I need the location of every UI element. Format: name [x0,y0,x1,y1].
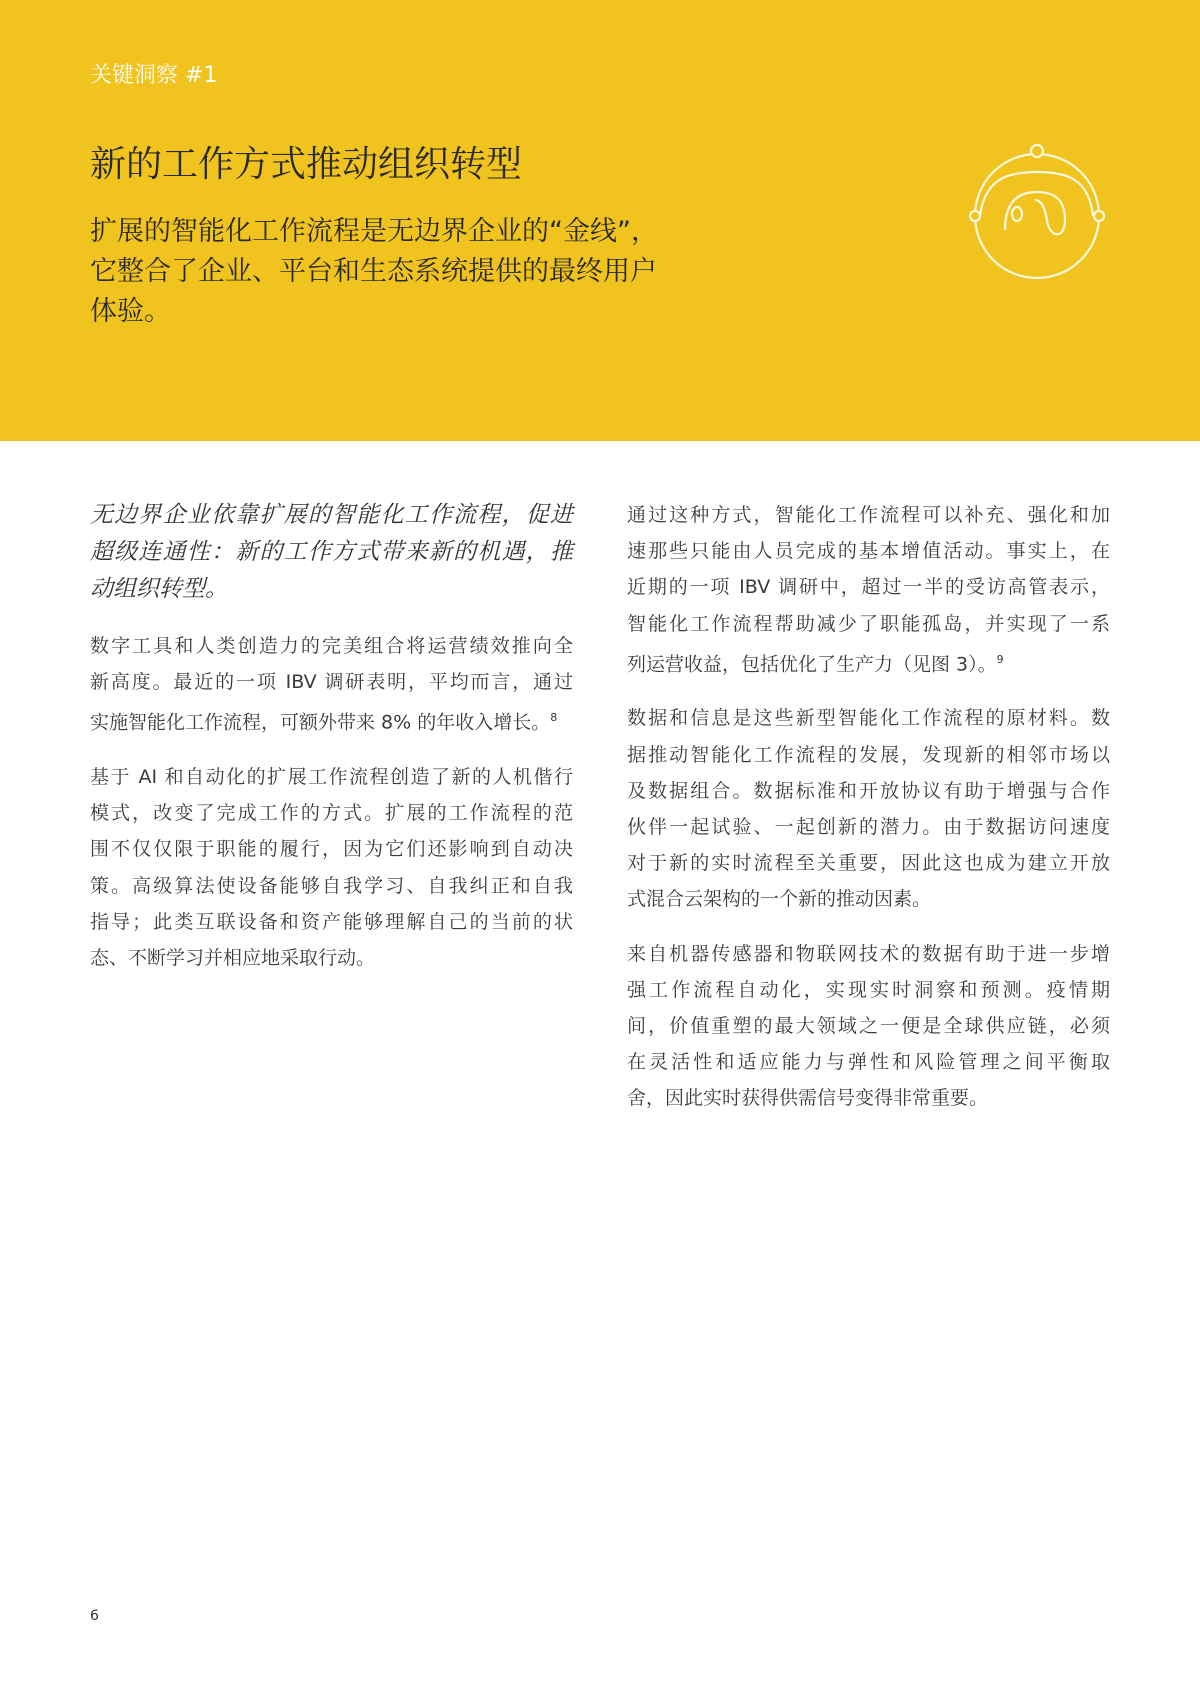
text-line: 模式，改变了完成工作的方式。扩展的工作流程的范 [90,802,573,825]
text-line: 围不仅仅限于职能的履行，因为它们还影响到自动决 [90,838,573,861]
page-subtitle [90,212,658,332]
subtitle-line: 它整合了企业、平台和生态系统提供的最终用户 [90,256,657,287]
text-line: 速那些只能由人员完成的基本增值活动。事实上，在 [627,540,1110,563]
text-line: 数据和信息是这些新型智能化工作流程的原材料。数 [627,707,1110,730]
paragraph [627,497,1110,682]
text-line: 策。高级算法使设备能够自我学习、自我纠正和自我 [90,874,573,897]
text-line: 据推动智能化工作流程的发展，发现新的相邻市场以 [627,743,1110,766]
text-line: 新高度。最近的一项 IBV 调研表明，平均而言，通过 [90,671,573,694]
page-title: 新的工作方式推动组织转型 [90,144,523,185]
text-line: 强工作流程自动化，实现实时洞察和预测。疫情期 [627,978,1110,1001]
text-line-body: 实施智能化工作流程，可额外带来 8% 的年收入增长。 [90,711,551,734]
text-line: 及数据组合。数据标准和开放协议有助于增强与合作 [627,779,1110,802]
workflow-loop-icon [965,140,1110,285]
text-line [90,700,573,741]
text-line: 式混合云架构的一个新的推动因素。 [627,888,932,911]
paragraph [90,759,573,976]
paragraph [627,936,1110,1117]
left-column [90,497,573,994]
text-line-body: 列运营收益，包括优化了生产力（见图 3）。 [627,653,997,676]
text-line: 来自机器传感器和物联网技术的数据有助于进一步增 [627,942,1110,965]
text-line: 对于新的实时流程至关重要，因此这也成为建立开放 [627,852,1110,875]
text-line: 在灵活性和适应能力与弹性和风险管理之间平衡取 [627,1051,1110,1074]
text-line: 超级连通性：新的工作方式带来新的机遇，推 [90,539,573,565]
text-line: 近期的一项 IBV 调研中，超过一半的受访高管表示， [627,576,1110,599]
page-number: 6 [90,1608,99,1624]
text-line: 态、不断学习并相应地采取行动。 [90,946,376,969]
footnote-ref: 9 [996,652,1004,666]
lead-paragraph [90,497,573,608]
paragraph [90,628,573,741]
text-line: 指导；此类互联设备和资产能够理解自己的当前的状 [90,910,573,933]
text-line: 伙伴一起试验、一起创新的潜力。由于数据访问速度 [627,815,1110,838]
text-line: 动组织转型。 [90,576,228,602]
text-line: 舍，因此实时获得供需信号变得非常重要。 [627,1087,989,1110]
footnote-ref: 8 [550,711,558,725]
subtitle-line: 体验。 [90,296,171,327]
paragraph [627,700,1110,917]
text-line [627,642,1110,683]
section-kicker: 关键洞察 #1 [90,63,218,88]
text-line: 无边界企业依靠扩展的智能化工作流程，促进 [90,502,573,528]
text-line: 基于 AI 和自动化的扩展工作流程创造了新的人机偕行 [90,765,573,788]
text-line: 间，价值重塑的最大领域之一便是全球供应链，必须 [627,1014,1110,1037]
text-line: 智能化工作流程帮助减少了职能孤岛，并实现了一系 [627,612,1110,635]
subtitle-line: 扩展的智能化工作流程是无边界企业的“金线”， [90,216,658,247]
text-line: 通过这种方式，智能化工作流程可以补充、强化和加 [627,504,1110,526]
header-band [0,0,1200,441]
right-column [627,497,1110,1135]
text-line: 数字工具和人类创造力的完美组合将运营绩效推向全 [90,635,573,657]
